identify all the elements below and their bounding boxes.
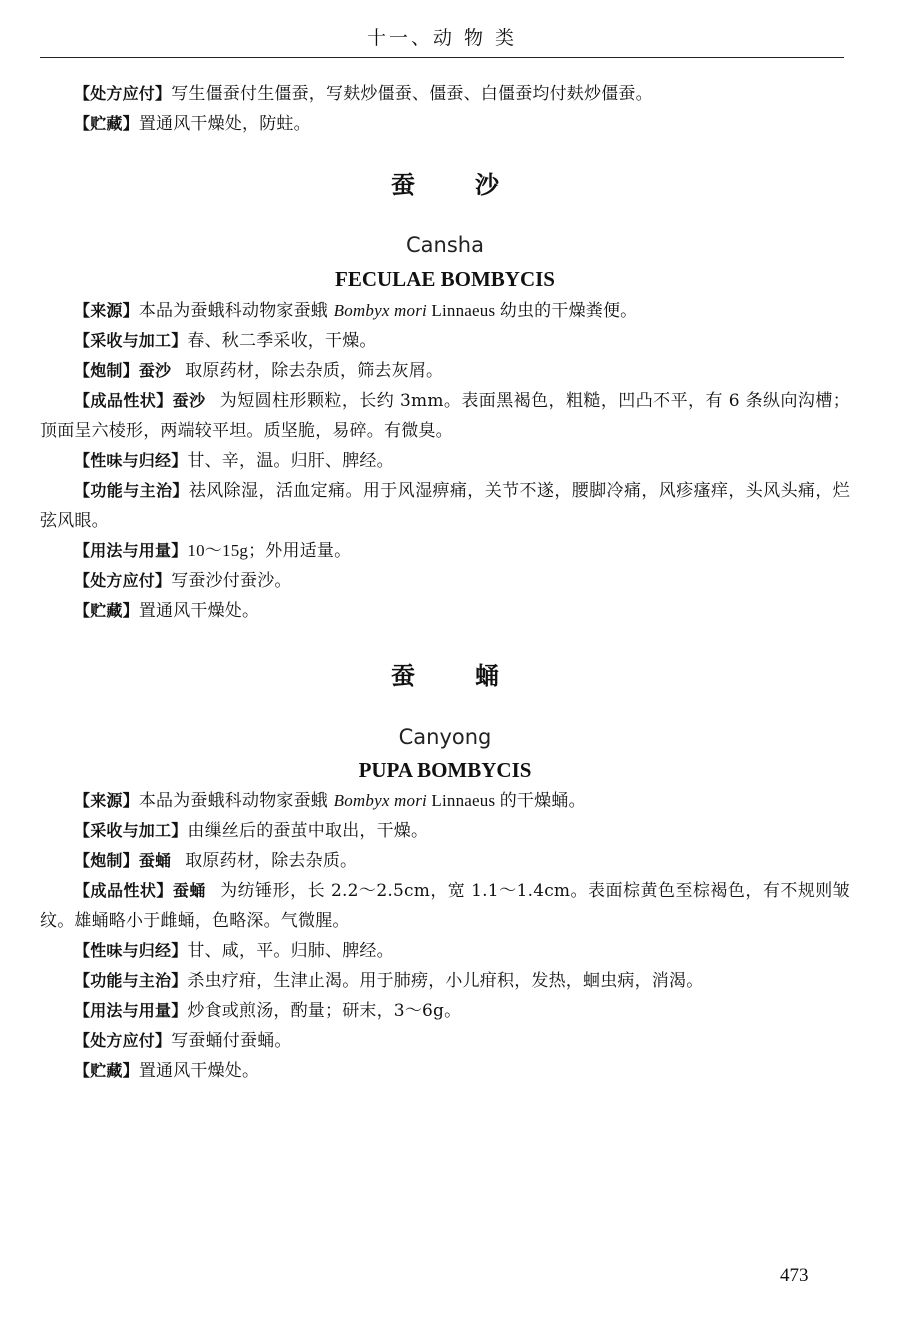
section-label: 【采收与加工】	[74, 821, 188, 840]
paozhi-paragraph: 【炮制】蚕蛹 取原药材，除去杂质。	[74, 851, 358, 871]
section-label: 【性味与归经】	[74, 451, 188, 470]
section-label: 【贮藏】	[74, 1061, 139, 1080]
entry-title-canyong: 蚕蛹	[391, 662, 559, 690]
xingzhuang-paragraph: 【成品性状】蚕蛹 为纺锤形，长 2.2～2.5cm，宽 1.1～1.4cm。表面棕黄色至棕褐色，有不规则皱纹。雄蛹略小于雌蛹，色略深。气微腥。	[40, 881, 850, 931]
header-rule	[40, 57, 844, 58]
page-number: 473	[780, 1265, 809, 1286]
entry-title-cansha: 蚕沙	[391, 171, 559, 199]
running-head: 十一、动 物 类	[366, 27, 518, 49]
chufang-paragraph: 【处方应付】写蚕蛹付蚕蛹。	[74, 1031, 292, 1051]
previous-entry-tail	[40, 79, 850, 139]
caishou-paragraph: 【采收与加工】春、秋二季采收，干燥。	[74, 331, 377, 351]
section-label: 【来源】	[74, 791, 139, 810]
zhucang-paragraph: 【贮藏】置通风干燥处。	[74, 1061, 260, 1081]
zhucang-paragraph: 【贮藏】置通风干燥处。	[74, 601, 260, 621]
species-name: Bombyx mori	[333, 791, 427, 810]
entry-latin-canyong: PUPA BOMBYCIS	[358, 758, 532, 782]
section-label: 【贮藏】	[74, 114, 139, 133]
chufang-paragraph: 【处方应付】写蚕沙付蚕沙。	[74, 571, 292, 591]
section-text: 置通风干燥处，防蛀。	[138, 114, 311, 134]
section-label: 【功能与主治】	[74, 481, 189, 500]
section-label: 【功能与主治】	[74, 971, 188, 990]
laiyuan-paragraph: 【来源】本品为蚕蛾科动物家蚕蛾 Bombyx mori Linnaeus 的干燥蛹。	[74, 791, 586, 811]
section-label: 【来源】	[74, 301, 139, 320]
paozhi-paragraph: 【炮制】蚕沙 取原药材，除去杂质，筛去灰屑。	[74, 361, 444, 381]
zhucang-paragraph	[40, 109, 850, 139]
section-label: 【用法与用量】	[74, 541, 188, 560]
section-label: 【贮藏】	[74, 601, 139, 620]
section-label: 【处方应付】	[74, 84, 172, 103]
section-label: 【炮制】	[74, 851, 139, 870]
xingwei-paragraph: 【性味与归经】甘、辛，温。归肝、脾经。	[74, 451, 394, 471]
section-label: 【性味与归经】	[74, 941, 188, 960]
chufang-paragraph	[40, 79, 850, 109]
item-name: 蚕沙	[138, 361, 172, 380]
gongneng-paragraph: 【功能与主治】杀虫疗疳，生津止渴。用于肺痨，小儿疳积，发热，蛔虫病，消渴。	[74, 971, 704, 991]
section-label: 【成品性状】	[74, 881, 173, 900]
species-name: Bombyx mori	[333, 301, 427, 320]
section-label: 【成品性状】	[74, 391, 173, 410]
entry-body-canyong	[40, 786, 850, 1086]
section-label: 【炮制】	[74, 361, 139, 380]
section-label: 【处方应付】	[74, 571, 172, 590]
xingwei-paragraph: 【性味与归经】甘、咸，平。归肺、脾经。	[74, 941, 394, 961]
laiyuan-paragraph: 【来源】本品为蚕蛾科动物家蚕蛾 Bombyx mori Linnaeus 幼虫的干燥粪便。	[74, 301, 638, 321]
section-label: 【用法与用量】	[74, 1001, 188, 1020]
item-name: 蚕蛹	[172, 881, 206, 900]
entry-pinyin-canyong: Canyong	[398, 725, 492, 749]
entry-latin-cansha: FECULAE BOMBYCIS	[335, 267, 555, 291]
yongfa-paragraph: 【用法与用量】炒食或煎汤，酌量；研末，3～6g。	[74, 1001, 462, 1021]
yongfa-paragraph: 【用法与用量】10～15g；外用适量。	[74, 541, 352, 560]
entry-pinyin-cansha: Cansha	[406, 233, 484, 257]
item-name: 蚕沙	[172, 391, 206, 410]
xingzhuang-paragraph: 【成品性状】蚕沙 为短圆柱形颗粒，长约 3mm。表面黑褐色，粗糙，凹凸不平，有 6 条纵向沟槽；顶面呈六棱形，两端较平坦。质坚脆，易碎。有微臭。	[40, 391, 851, 441]
section-label: 【处方应付】	[74, 1031, 172, 1050]
section-label: 【采收与加工】	[74, 331, 188, 350]
caishou-paragraph: 【采收与加工】由缫丝后的蚕茧中取出，干燥。	[74, 821, 429, 841]
entry-body-cansha	[40, 296, 850, 626]
section-text: 写生僵蚕付生僵蚕，写麸炒僵蚕、僵蚕、白僵蚕均付麸炒僵蚕。	[171, 84, 653, 104]
gongneng-paragraph: 【功能与主治】祛风除湿，活血定痛。用于风湿痹痛，关节不遂，腰脚冷痛，风疹瘙痒，头风头痛，烂弦风眼。	[40, 481, 850, 531]
item-name: 蚕蛹	[138, 851, 172, 870]
